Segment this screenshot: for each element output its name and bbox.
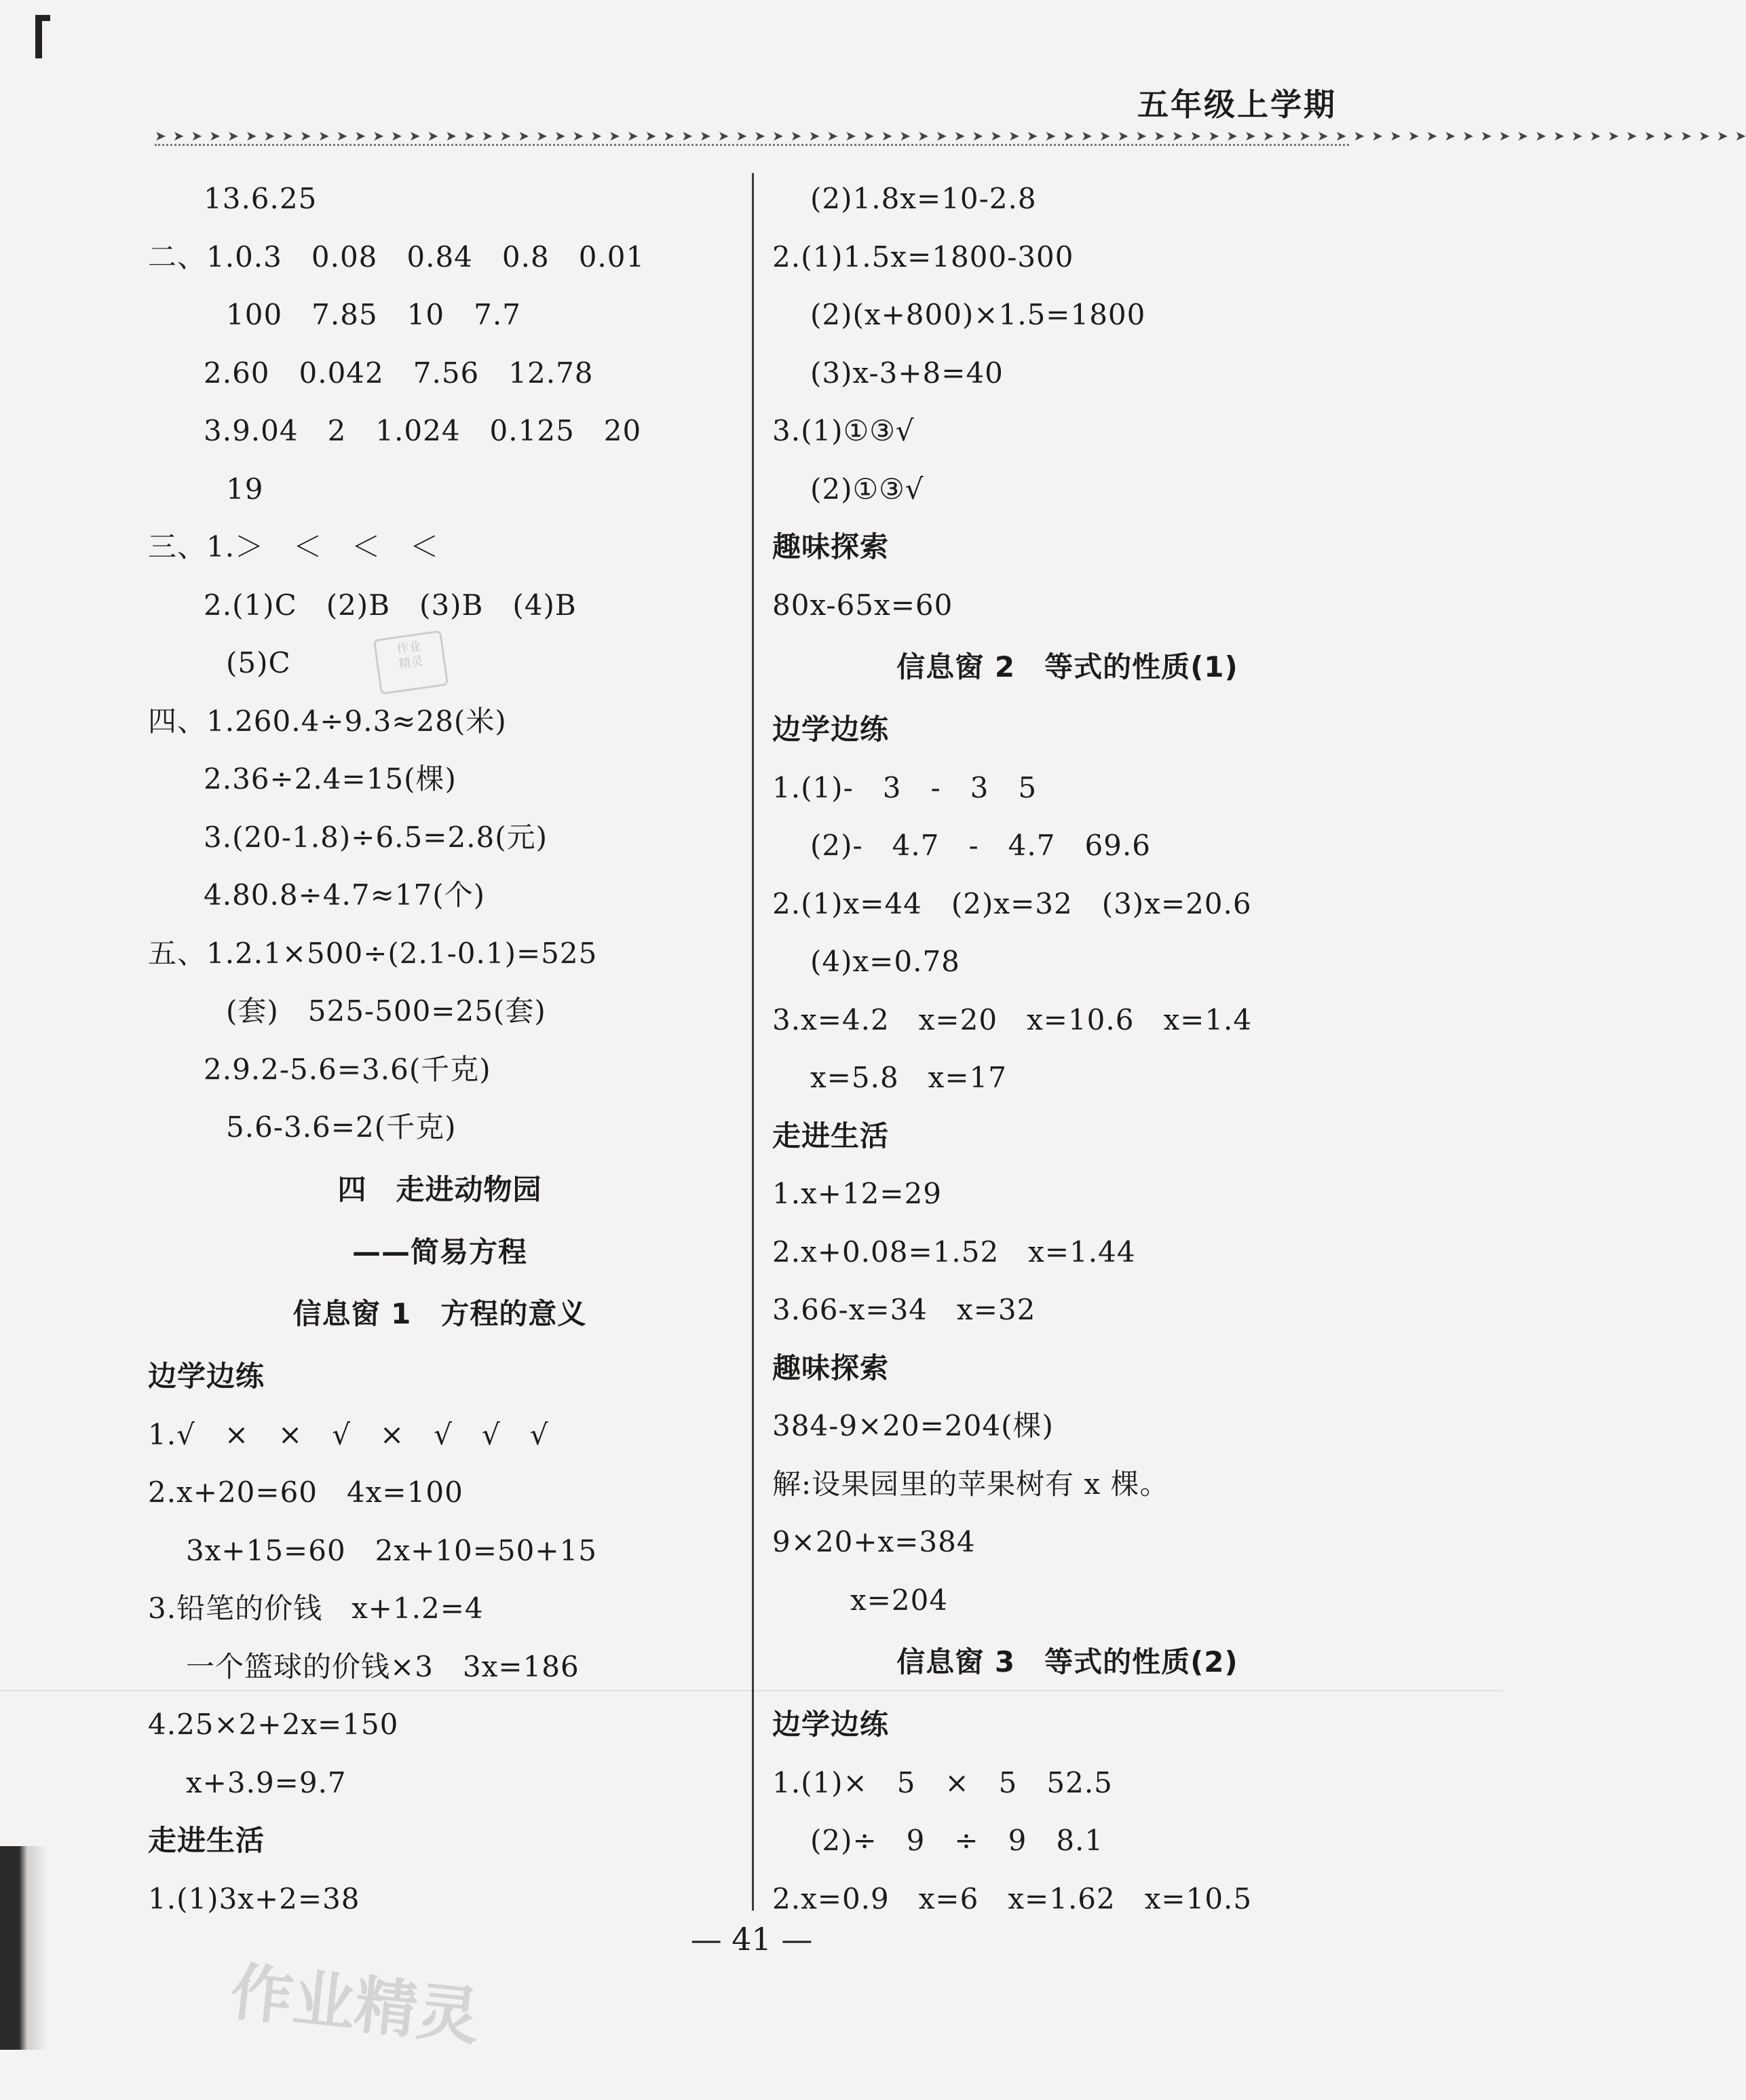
- column-divider: [752, 173, 754, 1911]
- answer-line: 5.6-3.6=2(千克): [226, 1110, 457, 1144]
- answer-line: 2.9.2-5.6=3.6(千克): [204, 1052, 491, 1086]
- answer-line: (2)(x+800)×1.5=1800: [810, 298, 1146, 331]
- answer-line: (3)x-3+8=40: [810, 356, 1004, 390]
- answer-line: 2.x=0.9 x=6 x=1.62 x=10.5: [772, 1881, 1253, 1915]
- answer-line: 2.60 0.042 7.56 12.78: [204, 356, 594, 390]
- answer-line: (2)1.8x=10-2.8: [810, 182, 1037, 215]
- answer-line: x=5.8 x=17: [810, 1061, 1007, 1094]
- answer-line: 2.x+0.08=1.52 x=1.44: [772, 1235, 1136, 1269]
- answer-line: 3x+15=60 2x+10=50+15: [186, 1533, 597, 1567]
- answer-line: 3.铅笔的价钱 x+1.2=4: [148, 1592, 484, 1625]
- unit-subtitle: ——简易方程: [352, 1235, 527, 1269]
- explore-heading: 趣味探索: [772, 530, 890, 563]
- right-answer-list-3: [772, 1165, 1363, 1339]
- answer-line: 2.x+20=60 4x=100: [148, 1476, 463, 1509]
- answer-line: 2.(1)1.5x=1800-300: [772, 240, 1074, 274]
- practice-heading: 边学边练: [772, 713, 890, 746]
- answer-line: 9×20+x=384: [772, 1525, 976, 1558]
- answer-line: 13.6.25: [204, 182, 318, 215]
- answer-line: (4)x=0.78: [810, 945, 960, 978]
- answer-line: (套) 525-500=25(套): [226, 994, 546, 1028]
- answer-line: 四、1.260.4÷9.3≈28(米): [148, 704, 507, 738]
- life-heading: 走进生活: [148, 1824, 265, 1857]
- answer-line: 解:设果园里的苹果树有 x 棵。: [772, 1467, 1169, 1501]
- answer-line: 1.(1)- 3 - 3 5: [772, 770, 1038, 804]
- watermark: 作业精灵: [227, 1955, 483, 2054]
- answer-line: x=204: [850, 1583, 949, 1617]
- unit-heading: 四 走进动物园: [337, 1172, 542, 1206]
- answer-line: 1.(1)× 5 × 5 52.5: [772, 1765, 1113, 1799]
- right-answer-list-5: [772, 1754, 1363, 1928]
- answer-line: 384-9×20=204(棵): [772, 1409, 1054, 1442]
- header-dotted-line: [155, 144, 1349, 146]
- answer-line: x+3.9=9.7: [186, 1765, 347, 1799]
- answer-line: 3.9.04 2 1.024 0.125 20: [204, 414, 642, 447]
- answer-line: 二、1.0.3 0.08 0.84 0.8 0.01: [148, 240, 645, 274]
- left-column: [148, 170, 732, 1928]
- right-column: [772, 170, 1363, 1928]
- section-heading-window3: 信息窗 3 等式的性质(2): [896, 1645, 1238, 1679]
- corner-crop-mark: [35, 15, 42, 58]
- right-answer-list-4: [772, 1397, 1363, 1629]
- scan-artifact-line: [0, 1690, 1503, 1691]
- corner-crop-mark-h: [35, 15, 50, 21]
- answer-line: (2)÷ 9 ÷ 9 8.1: [810, 1824, 1104, 1857]
- answer-line: 2.(1)x=44 (2)x=32 (3)x=20.6: [772, 886, 1252, 920]
- header-arrow-rule: ➤ ➤ ➤ ➤ ➤ ➤ ➤ ➤ ➤ ➤ ➤ ➤ ➤ ➤ ➤ ➤ ➤ ➤ ➤ ➤ ➤ ➤ ➤ ➤ ➤ ➤ ➤ ➤ ➤ ➤ ➤ ➤ ➤ ➤ ➤ ➤ ➤ ➤ ➤ ➤ ➤ ➤ ➤ ➤ ➤ ➤ ➤ ➤ ➤ ➤ ➤ ➤ ➤ ➤ ➤ ➤ ➤ ➤ ➤ ➤ ➤ ➤ ➤ ➤ ➤ ➤ ➤ ➤ ➤ ➤ ➤ ➤ ➤ ➤ ➤ ➤ ➤ ➤ ➤ ➤ ➤ ➤ ➤ ➤ ➤ ➤ ➤ ➤: [155, 128, 1746, 144]
- right-answer-list-1: [772, 170, 1363, 518]
- answer-line: 一个篮球的价钱×3 3x=186: [186, 1649, 580, 1683]
- answer-line: (5)C: [226, 646, 291, 679]
- section-heading-window1: 信息窗 1 方程的意义: [292, 1297, 587, 1330]
- answer-line: 1.√ × × √ × √ √ √: [148, 1417, 549, 1451]
- answer-line: 100 7.85 10 7.7: [226, 298, 521, 331]
- answer-line: 80x-65x=60: [772, 588, 953, 622]
- section-heading-window2: 信息窗 2 等式的性质(1): [896, 650, 1238, 683]
- page-number: — 41 —: [690, 1921, 813, 1957]
- answer-line: 4.25×2+2x=150: [148, 1708, 399, 1741]
- answer-line: 3.x=4.2 x=20 x=10.6 x=1.4: [772, 1002, 1253, 1036]
- answer-line: 3.(1)①③√: [772, 414, 915, 447]
- right-answer-list-2: [772, 759, 1363, 1107]
- answer-line: 2.36÷2.4=15(棵): [204, 762, 457, 795]
- explore-heading-2: 趣味探索: [772, 1351, 890, 1385]
- left-answer-list-2: [148, 1406, 732, 1812]
- answer-line: 19: [226, 472, 264, 506]
- answer-line: 3.(20-1.8)÷6.5=2.8(元): [204, 820, 548, 854]
- answer-line: 三、1.＞ ＜ ＜ ＜: [148, 530, 440, 563]
- life-heading: 走进生活: [772, 1119, 890, 1152]
- practice-heading-2: 边学边练: [772, 1708, 890, 1741]
- answer-line: (2)- 4.7 - 4.7 69.6: [810, 829, 1151, 862]
- page-header-title: 五年级上学期: [1137, 86, 1337, 123]
- answer-line: 1.x+12=29: [772, 1177, 943, 1210]
- answer-line: (2)①③√: [810, 472, 924, 506]
- practice-heading: 边学边练: [148, 1360, 265, 1393]
- answer-line: 2.(1)C (2)B (3)B (4)B: [204, 588, 577, 622]
- answer-line: 4.80.8÷4.7≈17(个): [204, 878, 485, 912]
- answer-line: 五、1.2.1×500÷(2.1-0.1)=525: [148, 936, 598, 970]
- answer-line: 1.(1)3x+2=38: [148, 1881, 360, 1915]
- answer-line: 3.66-x=34 x=32: [772, 1293, 1036, 1326]
- watermark-badge-icon: 作业 精灵: [373, 630, 449, 694]
